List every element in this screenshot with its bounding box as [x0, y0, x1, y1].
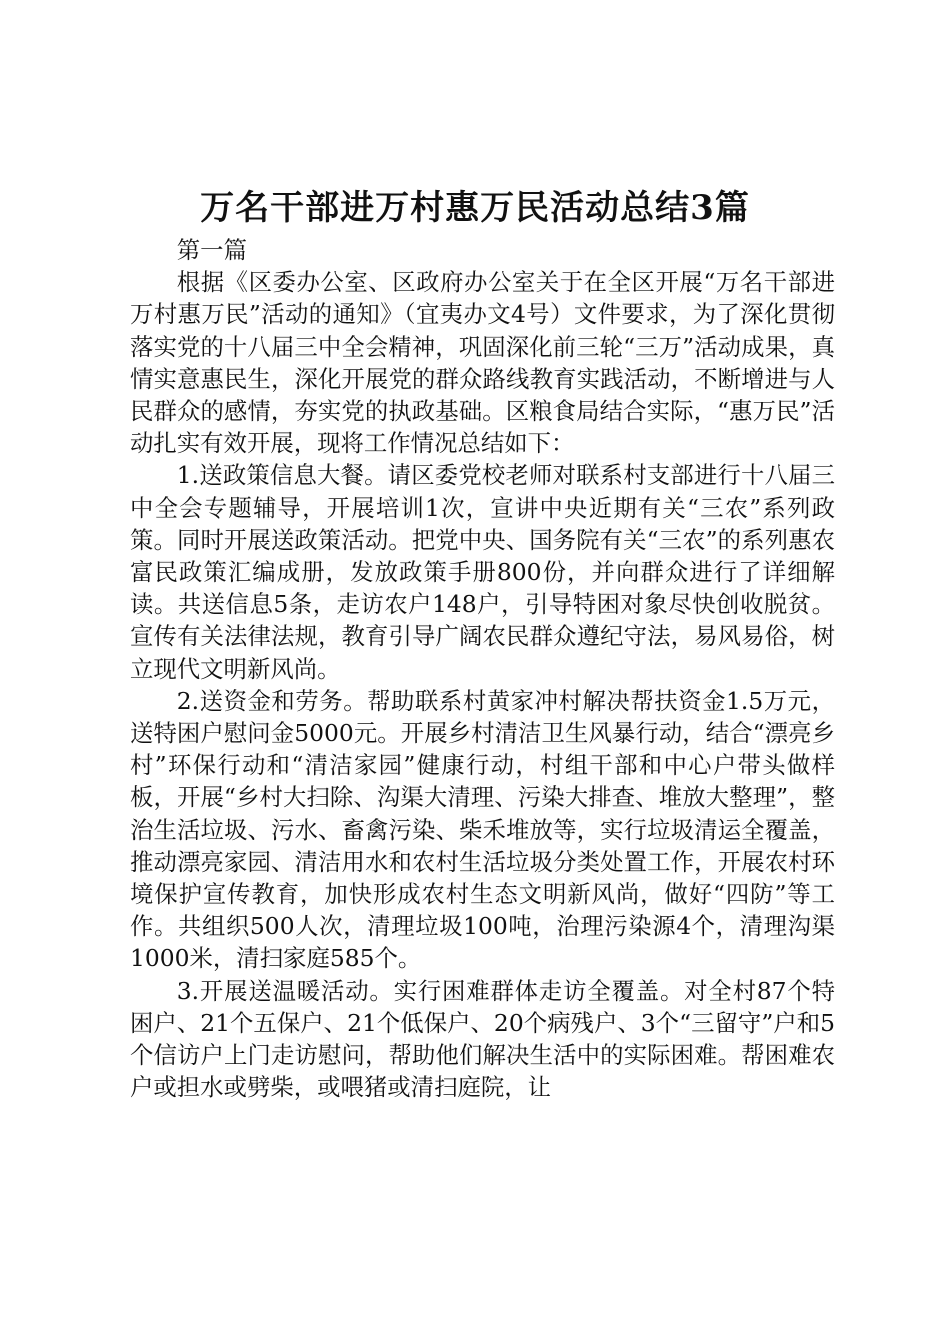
document-title: 万名干部进万村惠万民活动总结3篇: [200, 188, 750, 228]
paragraph-item-2: 2.送资金和劳务。帮助联系村黄家冲村解决帮扶资金1.5万元，送特困户慰问金5000元。开展乡村清洁卫生风暴行动，结合“漂亮乡村”环保行动和“清洁家园”健康行动，村组干部和中心户带头做样板，开展“乡村大扫除、沟渠大清理、污染大排查、堆放大整理”，整治生活垃圾、污水、畜禽污染、柴禾堆放等，实行垃圾清运全覆盖，推动漂亮家园、清洁用水和农村生活垃圾分类处置工作，开展农村环境保护宣传教育，加快形成农村生态文明新风尚，做好“四防”等工作。共组织500人次，清理垃圾100吨，治理污染源4个，清理沟渠1000米，清扫家庭585个。: [130, 686, 835, 973]
document-body: [130, 234, 835, 1103]
section-heading: 第一篇: [176, 236, 247, 264]
paragraph-item-3: 3.开展送温暖活动。实行困难群体走访全覆盖。对全村87个特困户、21个五保户、21个低保户、20个病残户、3个“三留守”户和5个信访户上门走访慰问，帮助他们解决生活中的实际困难。帮困难农户或担水或劈柴，或喂猪或清扫庭院，让: [130, 976, 835, 1102]
paragraph-item-1: 1.送政策信息大餐。请区委党校老师对联系村支部进行十八届三中全会专题辅导，开展培训1次，宣讲中央近期有关“三农”系列政策。同时开展送政策活动。把党中央、国务院有关“三农”的系列惠农富民政策汇编成册，发放政策手册800份，并向群众进行了详细解读。共送信息5条，走访农户148户，引导特困对象尽快创收脱贫。宣传有关法律法规，教育引导广阔农民群众遵纪守法，易风易俗，树立现代文明新风尚。: [130, 461, 835, 683]
paragraph-intro: 根据《区委办公室、区政府办公室关于在全区开展“万名干部进万村惠万民”活动的通知》（宜夷办文4号）文件要求，为了深化贯彻落实党的十八届三中全会精神，巩固深化前三轮“三万”活动成果，真情实意惠民生，深化开展党的群众路线教育实践活动，不断增进与人民群众的感情，夯实党的执政基础。区粮食局结合实际，“惠万民”活动扎实有效开展，现将工作情况总结如下：: [130, 268, 835, 458]
